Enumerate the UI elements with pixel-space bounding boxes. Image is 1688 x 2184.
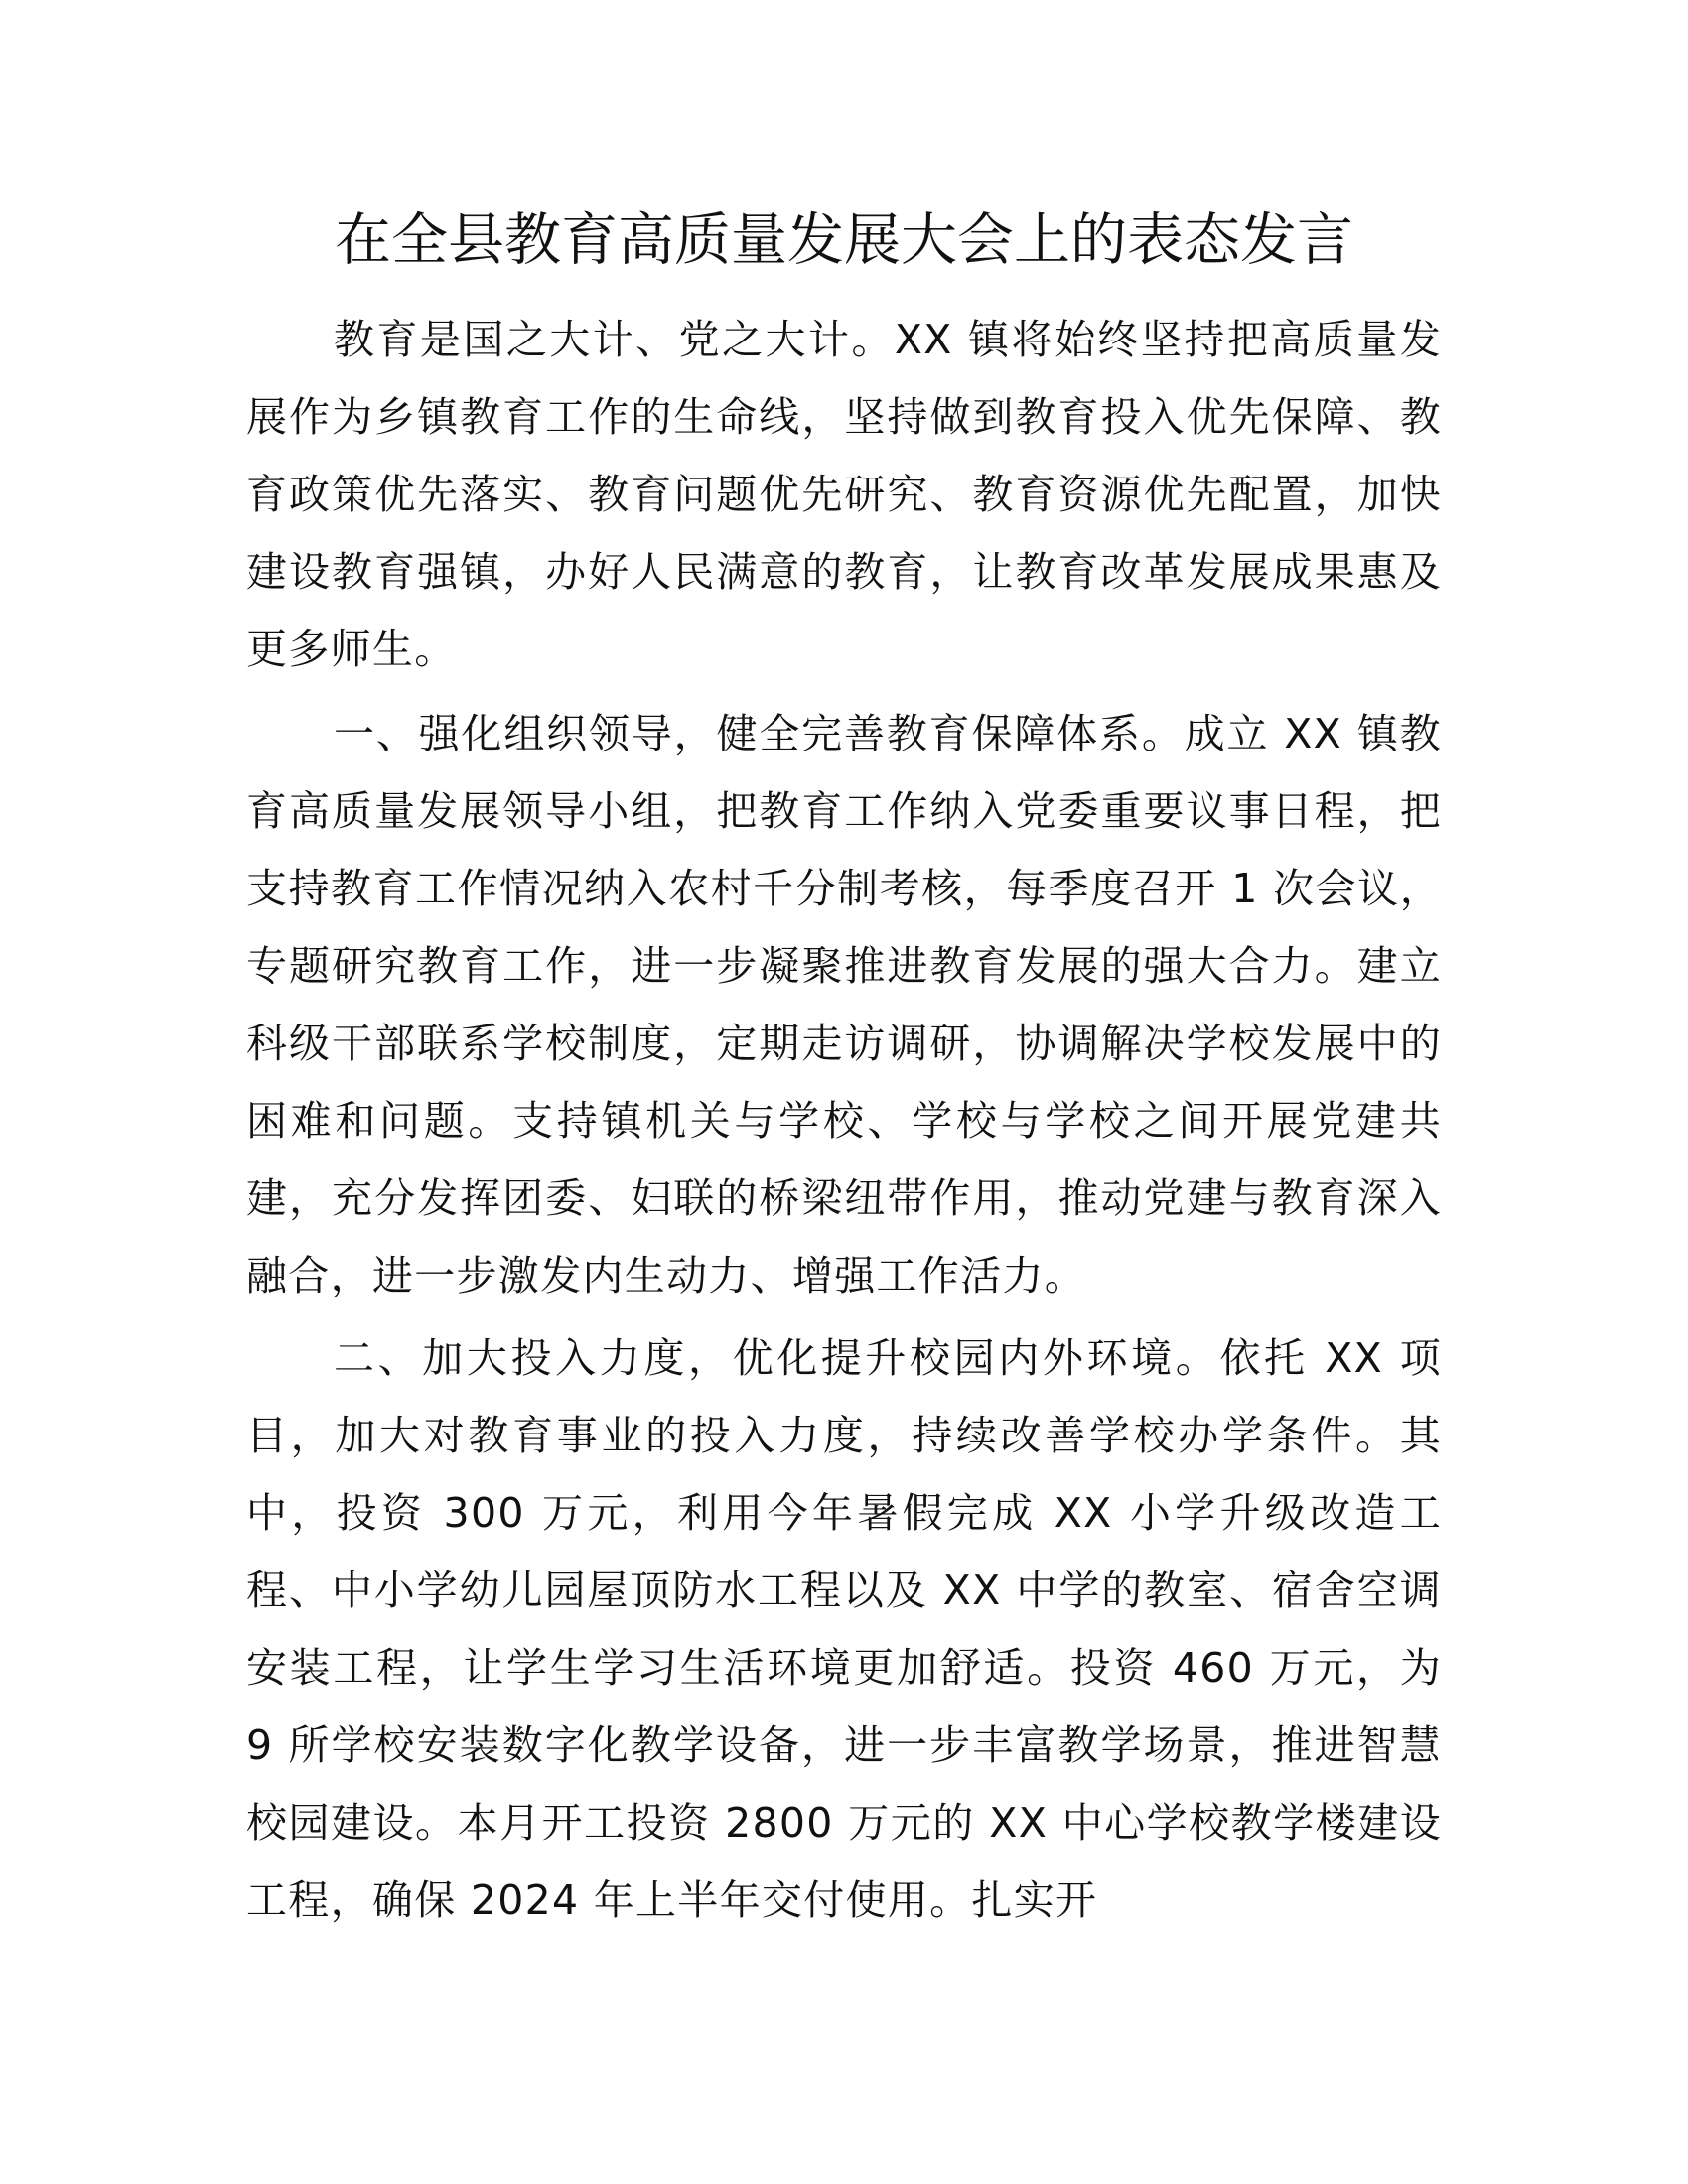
document-title: 在全县教育高质量发展大会上的表态发言 (335, 207, 1353, 273)
paragraph-section-two: 二、加大投入力度，优化提升校园内外环境。依托 XX 项目，加大对教育事业的投入力度，持续改善学校办学条件。其中，投资 300 万元，利用今年暑假完成 XX 小学升级改造工程、中小学幼儿园屋顶防水工程以及 XX 中学的教室、宿舍空调安装工程，让学生学习生活环境更加舒适。投资 460 万元，为 9 所学校安装数字化教学设备，进一步丰富教学场景，推进智慧校园建设。本月开工投资 2800 万元的 XX 中心学校教学楼建设工程，确保 2024 年上半年交付使用。扎实开 (246, 1334, 1442, 1924)
paragraph-section-one: 一、强化组织领导，健全完善教育保障体系。成立 XX 镇教育高质量发展领导小组，把教育工作纳入党委重要议事日程，把支持教育工作情况纳入农村千分制考核，每季度召开 1 次会议，专题研究教育工作，进一步凝聚推进教育发展的强大合力。建立科级干部联系学校制度，定期走访调研，协调解决学校发展中的困难和问题。支持镇机关与学校、学校与学校之间开展党建共建，充分发挥团委、妇联的桥梁纽带作用，推动党建与教育深入融合，进一步激发内生动力、增强工作活力。 (246, 710, 1442, 1299)
paragraph-intro: 教育是国之大计、党之大计。XX 镇将始终坚持把高质量发展作为乡镇教育工作的生命线，坚持做到教育投入优先保障、教育政策优先落实、教育问题优先研究、教育资源优先配置，加快建设教育强镇，办好人民满意的教育，让教育改革发展成果惠及更多师生。 (246, 316, 1442, 673)
